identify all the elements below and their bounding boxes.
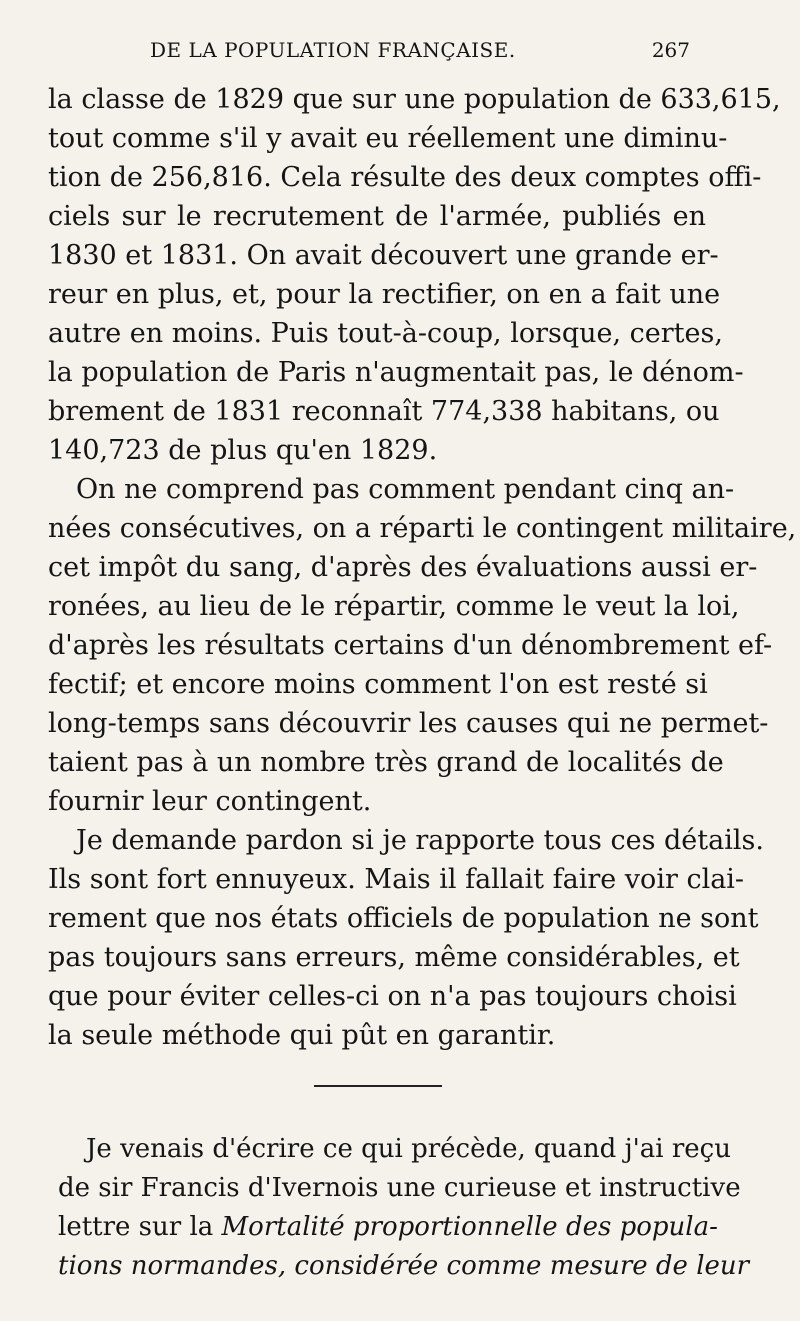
text-line: rement que nos états officiels de population ne sont — [48, 903, 759, 934]
text-line: reur en plus, et, pour la rectifier, on en a fait une — [48, 279, 721, 310]
text-line: ronées, au lieu de le répartir, comme le veut la loi, — [48, 591, 740, 622]
running-title: DE LA POPULATION FRANÇAISE. — [150, 38, 516, 62]
text-line: nées consécutives, on a réparti le contingent militaire, — [48, 513, 797, 544]
text-line: fectif; et encore moins comment l'on est resté si — [48, 669, 708, 700]
italic-text-line: tions normandes, considérée comme mesure de leur — [58, 1251, 750, 1281]
paragraph-start-line: Je venais d'écrire ce qui précède, quand j'ai reçu — [86, 1134, 731, 1164]
text-line: taient pas à un nombre très grand de localités de — [48, 747, 724, 778]
text-line: pas toujours sans erreurs, même considérables, et — [48, 942, 740, 973]
text-line: fournir leur contingent. — [48, 786, 372, 817]
text-line: autre en moins. Puis tout-à-coup, lorsque, certes, — [48, 318, 723, 349]
secondary-text-block — [58, 1130, 750, 1286]
text-line: d'après les résultats certains d'un dénombrement ef- — [48, 630, 773, 661]
text-line: tout comme s'il y avait eu réellement une diminu- — [48, 123, 728, 154]
text-line: que pour éviter celles-ci on n'a pas toujours choisi — [48, 981, 737, 1012]
text-line: 1830 et 1831. On avait découvert une grande er- — [48, 240, 719, 271]
text-line: cet impôt du sang, d'après des évaluations aussi er- — [48, 552, 758, 583]
text-line: ciels sur le recrutement de l'armée, publiés en — [48, 201, 706, 232]
text-line: brement de 1831 reconnaît 774,338 habitans, ou — [48, 396, 720, 427]
text-line: la seule méthode qui pût en garantir. — [48, 1020, 556, 1051]
text-line: la population de Paris n'augmentait pas, le dénom- — [48, 357, 744, 388]
text-line: long-temps sans découvrir les causes qui ne permet- — [48, 708, 769, 739]
text-line: 140,723 de plus qu'en 1829. — [48, 435, 438, 466]
section-separator — [314, 1085, 442, 1087]
text-line: de sir Francis d'Ivernois une curieuse et instructive — [58, 1173, 741, 1203]
italic-text-segment: Mortalité proportionnelle des popula- — [221, 1212, 718, 1242]
paragraph-start-line: Je demande pardon si je rapporte tous ces détails. — [76, 825, 764, 856]
text-line: Ils sont fort ennuyeux. Mais il fallait faire voir clai- — [48, 864, 745, 895]
text-line: tion de 256,816. Cela résulte des deux comptes offi- — [48, 162, 762, 193]
main-text-block — [48, 80, 797, 1055]
paragraph-start-line: On ne comprend pas comment pendant cinq an- — [76, 474, 735, 505]
page-number: 267 — [651, 38, 690, 62]
running-header — [150, 38, 690, 66]
text-line-with-italic — [58, 1208, 718, 1247]
text-line: la classe de 1829 que sur une population de 633,615, — [48, 84, 781, 115]
text-segment: lettre sur la — [58, 1212, 222, 1242]
